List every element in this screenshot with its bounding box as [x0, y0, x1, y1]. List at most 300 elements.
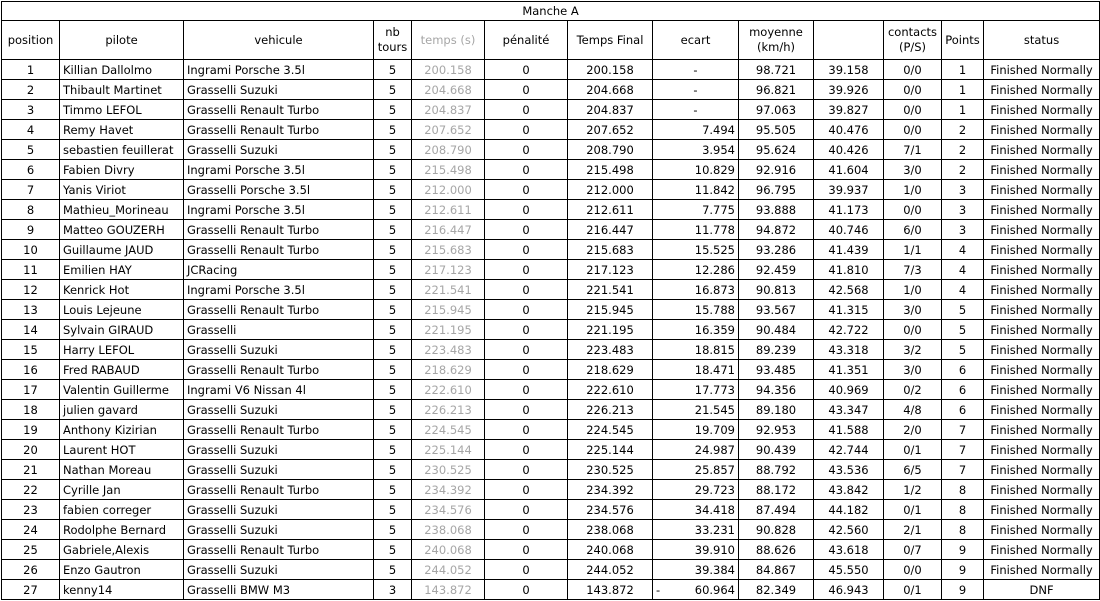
- cell-vehicule: Grasselli Porsche 3.5l: [184, 180, 374, 200]
- cell-position: 6: [2, 160, 60, 180]
- cell-contacts: 3/0: [884, 300, 942, 320]
- cell-pilote: Emilien HAY: [60, 260, 184, 280]
- cell-status: Finished Normally: [984, 500, 1100, 520]
- cell-penalite: 0: [485, 580, 568, 600]
- cell-status: Finished Normally: [984, 520, 1100, 540]
- cell-points: 3: [942, 220, 984, 240]
- cell-nb-tours: 5: [374, 400, 412, 420]
- ecart-value: 16.359: [694, 322, 735, 337]
- cell-nb-tours: 5: [374, 180, 412, 200]
- cell-nb-tours: 5: [374, 320, 412, 340]
- cell-ecart: [653, 500, 739, 520]
- cell-nb-tours: 5: [374, 540, 412, 560]
- cell-contacts: 0/1: [884, 500, 942, 520]
- table-row: [2, 280, 1100, 300]
- cell-points: 1: [942, 60, 984, 80]
- cell-penalite: 0: [485, 520, 568, 540]
- cell-contacts: 1/0: [884, 280, 942, 300]
- cell-lap: 42.568: [814, 280, 884, 300]
- ecart-value: 10.829: [694, 162, 735, 177]
- ecart-value: 39.910: [694, 542, 735, 557]
- cell-contacts: 7/1: [884, 140, 942, 160]
- ecart-value: 21.545: [694, 402, 735, 417]
- cell-temps-final: 216.447: [568, 220, 653, 240]
- cell-penalite: 0: [485, 320, 568, 340]
- cell-moyenne: 92.953: [739, 420, 814, 440]
- cell-ecart: [653, 160, 739, 180]
- table-row: [2, 380, 1100, 400]
- cell-points: 7: [942, 460, 984, 480]
- cell-penalite: 0: [485, 500, 568, 520]
- cell-contacts: 1/0: [884, 180, 942, 200]
- cell-vehicule: Grasselli Renault Turbo: [184, 420, 374, 440]
- cell-ecart: [653, 380, 739, 400]
- cell-points: 3: [942, 200, 984, 220]
- cell-lap: 39.926: [814, 80, 884, 100]
- cell-penalite: 0: [485, 460, 568, 480]
- cell-points: 8: [942, 480, 984, 500]
- cell-status: Finished Normally: [984, 140, 1100, 160]
- cell-pilote: Cyrille Jan: [60, 480, 184, 500]
- cell-pilote: Gabriele,Alexis: [60, 540, 184, 560]
- ecart-value: -: [693, 102, 698, 117]
- cell-status: Finished Normally: [984, 280, 1100, 300]
- cell-penalite: 0: [485, 220, 568, 240]
- cell-vehicule: Grasselli Suzuki: [184, 440, 374, 460]
- cell-temps: 216.447: [412, 220, 485, 240]
- cell-lap: 45.550: [814, 560, 884, 580]
- cell-moyenne: 84.867: [739, 560, 814, 580]
- header-points: Points: [942, 21, 984, 60]
- cell-status: Finished Normally: [984, 300, 1100, 320]
- cell-status: Finished Normally: [984, 420, 1100, 440]
- cell-vehicule: Grasselli Suzuki: [184, 520, 374, 540]
- cell-ecart: [653, 140, 739, 160]
- cell-nb-tours: 5: [374, 260, 412, 280]
- header-row: [2, 21, 1100, 60]
- table-row: [2, 320, 1100, 340]
- cell-temps: 212.000: [412, 180, 485, 200]
- cell-nb-tours: 5: [374, 60, 412, 80]
- cell-penalite: 0: [485, 300, 568, 320]
- cell-temps: 200.158: [412, 60, 485, 80]
- cell-penalite: 0: [485, 120, 568, 140]
- cell-ecart: [653, 580, 739, 600]
- cell-moyenne: 87.494: [739, 500, 814, 520]
- cell-moyenne: 98.721: [739, 60, 814, 80]
- cell-penalite: 0: [485, 140, 568, 160]
- cell-position: 21: [2, 460, 60, 480]
- cell-penalite: 0: [485, 200, 568, 220]
- cell-contacts: 2/0: [884, 420, 942, 440]
- cell-pilote: Harry LEFOL: [60, 340, 184, 360]
- cell-temps-final: 200.158: [568, 60, 653, 80]
- cell-points: 2: [942, 160, 984, 180]
- cell-temps: 225.144: [412, 440, 485, 460]
- cell-lap: 39.937: [814, 180, 884, 200]
- cell-lap: 41.588: [814, 420, 884, 440]
- cell-penalite: 0: [485, 60, 568, 80]
- header-temps-final: Temps Final: [568, 21, 653, 60]
- cell-temps-final: 223.483: [568, 340, 653, 360]
- cell-temps: 218.629: [412, 360, 485, 380]
- cell-vehicule: Ingrami Porsche 3.5l: [184, 160, 374, 180]
- table-row: [2, 140, 1100, 160]
- cell-moyenne: 96.795: [739, 180, 814, 200]
- cell-position: 10: [2, 240, 60, 260]
- table-row: [2, 400, 1100, 420]
- cell-vehicule: Grasselli Renault Turbo: [184, 220, 374, 240]
- cell-lap: 41.173: [814, 200, 884, 220]
- cell-vehicule: Grasselli Suzuki: [184, 140, 374, 160]
- cell-vehicule: Ingrami V6 Nissan 4l: [184, 380, 374, 400]
- cell-points: 5: [942, 320, 984, 340]
- cell-penalite: 0: [485, 560, 568, 580]
- cell-moyenne: 97.063: [739, 100, 814, 120]
- cell-position: 1: [2, 60, 60, 80]
- cell-lap: 43.347: [814, 400, 884, 420]
- cell-pilote: julien gavard: [60, 400, 184, 420]
- cell-temps: 208.790: [412, 140, 485, 160]
- cell-pilote: Mathieu_Morineau: [60, 200, 184, 220]
- cell-ecart: [653, 520, 739, 540]
- cell-temps-final: 240.068: [568, 540, 653, 560]
- table-row: [2, 480, 1100, 500]
- cell-lap: 43.318: [814, 340, 884, 360]
- cell-moyenne: 95.505: [739, 120, 814, 140]
- cell-penalite: 0: [485, 240, 568, 260]
- cell-position: 13: [2, 300, 60, 320]
- header-contacts: contacts (P/S): [884, 21, 942, 60]
- cell-ecart: [653, 540, 739, 560]
- cell-nb-tours: 5: [374, 480, 412, 500]
- ecart-value: -: [693, 82, 698, 97]
- cell-moyenne: 96.821: [739, 80, 814, 100]
- cell-vehicule: Grasselli Renault Turbo: [184, 100, 374, 120]
- cell-moyenne: 92.916: [739, 160, 814, 180]
- cell-ecart: [653, 240, 739, 260]
- cell-vehicule: Ingrami Porsche 3.5l: [184, 280, 374, 300]
- cell-nb-tours: 5: [374, 240, 412, 260]
- cell-nb-tours: 5: [374, 100, 412, 120]
- cell-nb-tours: 5: [374, 200, 412, 220]
- table-title: Manche A: [2, 2, 1100, 21]
- cell-points: 3: [942, 180, 984, 200]
- cell-points: 5: [942, 340, 984, 360]
- cell-contacts: 6/5: [884, 460, 942, 480]
- cell-points: 7: [942, 440, 984, 460]
- cell-ecart: [653, 560, 739, 580]
- cell-penalite: 0: [485, 80, 568, 100]
- cell-ecart: [653, 60, 739, 80]
- cell-temps: 217.123: [412, 260, 485, 280]
- header-ecart: ecart: [653, 21, 739, 60]
- cell-status: Finished Normally: [984, 320, 1100, 340]
- cell-moyenne: 93.567: [739, 300, 814, 320]
- ecart-value: 19.709: [694, 422, 735, 437]
- cell-vehicule: Ingrami Porsche 3.5l: [184, 200, 374, 220]
- cell-nb-tours: 5: [374, 560, 412, 580]
- cell-pilote: Sylvain GIRAUD: [60, 320, 184, 340]
- cell-nb-tours: 5: [374, 340, 412, 360]
- cell-nb-tours: 5: [374, 360, 412, 380]
- cell-status: DNF: [984, 580, 1100, 600]
- cell-temps-final: 244.052: [568, 560, 653, 580]
- cell-ecart: [653, 260, 739, 280]
- cell-position: 4: [2, 120, 60, 140]
- table-row: [2, 460, 1100, 480]
- cell-position: 25: [2, 540, 60, 560]
- cell-temps: 224.545: [412, 420, 485, 440]
- ecart-value: 11.778: [694, 222, 735, 237]
- cell-temps: 215.498: [412, 160, 485, 180]
- cell-temps-final: 212.000: [568, 180, 653, 200]
- cell-ecart: [653, 300, 739, 320]
- ecart-value: 15.525: [694, 242, 735, 257]
- cell-temps-final: 230.525: [568, 460, 653, 480]
- cell-penalite: 0: [485, 380, 568, 400]
- cell-vehicule: Grasselli Renault Turbo: [184, 300, 374, 320]
- cell-contacts: 1/2: [884, 480, 942, 500]
- cell-contacts: 7/3: [884, 260, 942, 280]
- cell-temps-final: 204.837: [568, 100, 653, 120]
- header-blank: [814, 21, 884, 60]
- cell-lap: 43.536: [814, 460, 884, 480]
- cell-nb-tours: 5: [374, 440, 412, 460]
- ecart-value: 34.418: [694, 502, 735, 517]
- cell-position: 23: [2, 500, 60, 520]
- ecart-value: 39.384: [694, 562, 735, 577]
- cell-contacts: 0/0: [884, 80, 942, 100]
- cell-temps: 221.195: [412, 320, 485, 340]
- cell-lap: 42.744: [814, 440, 884, 460]
- ecart-value: 11.842: [694, 182, 735, 197]
- table-row: [2, 560, 1100, 580]
- cell-position: 27: [2, 580, 60, 600]
- cell-penalite: 0: [485, 100, 568, 120]
- cell-points: 8: [942, 500, 984, 520]
- cell-lap: 41.439: [814, 240, 884, 260]
- cell-lap: 44.182: [814, 500, 884, 520]
- cell-penalite: 0: [485, 540, 568, 560]
- cell-temps-final: 238.068: [568, 520, 653, 540]
- cell-moyenne: 90.484: [739, 320, 814, 340]
- cell-points: 1: [942, 80, 984, 100]
- table-row: [2, 540, 1100, 560]
- cell-moyenne: 92.459: [739, 260, 814, 280]
- cell-temps-final: 204.668: [568, 80, 653, 100]
- ecart-value: -: [693, 62, 698, 77]
- cell-temps-final: 224.545: [568, 420, 653, 440]
- cell-ecart: [653, 120, 739, 140]
- cell-status: Finished Normally: [984, 120, 1100, 140]
- cell-penalite: 0: [485, 340, 568, 360]
- cell-ecart: [653, 80, 739, 100]
- cell-points: 9: [942, 580, 984, 600]
- cell-pilote: fabien correger: [60, 500, 184, 520]
- cell-pilote: Guillaume JAUD: [60, 240, 184, 260]
- cell-contacts: 3/2: [884, 340, 942, 360]
- cell-penalite: 0: [485, 400, 568, 420]
- cell-moyenne: 93.485: [739, 360, 814, 380]
- cell-contacts: 4/8: [884, 400, 942, 420]
- cell-penalite: 0: [485, 440, 568, 460]
- cell-temps-final: 143.872: [568, 580, 653, 600]
- cell-lap: 40.426: [814, 140, 884, 160]
- header-temps: temps (s): [412, 21, 485, 60]
- cell-pilote: Matteo GOUZERH: [60, 220, 184, 240]
- ecart-value: 18.815: [694, 342, 735, 357]
- header-position: position: [2, 21, 60, 60]
- header-status: status: [984, 21, 1100, 60]
- cell-pilote: Nathan Moreau: [60, 460, 184, 480]
- cell-moyenne: 93.286: [739, 240, 814, 260]
- cell-status: Finished Normally: [984, 400, 1100, 420]
- cell-lap: 46.943: [814, 580, 884, 600]
- cell-position: 15: [2, 340, 60, 360]
- cell-temps: 238.068: [412, 520, 485, 540]
- cell-lap: 41.351: [814, 360, 884, 380]
- ecart-value: 7.494: [702, 122, 735, 137]
- cell-ecart: [653, 420, 739, 440]
- cell-temps-final: 221.195: [568, 320, 653, 340]
- cell-nb-tours: 5: [374, 220, 412, 240]
- cell-status: Finished Normally: [984, 240, 1100, 260]
- cell-contacts: 0/0: [884, 560, 942, 580]
- cell-contacts: 0/1: [884, 440, 942, 460]
- cell-contacts: 2/1: [884, 520, 942, 540]
- cell-contacts: 0/0: [884, 120, 942, 140]
- cell-pilote: Yanis Viriot: [60, 180, 184, 200]
- table-row: [2, 180, 1100, 200]
- cell-temps: 215.683: [412, 240, 485, 260]
- cell-temps-final: 222.610: [568, 380, 653, 400]
- cell-temps-final: 234.576: [568, 500, 653, 520]
- cell-lap: 42.722: [814, 320, 884, 340]
- header-penalite: pénalité: [485, 21, 568, 60]
- cell-vehicule: Ingrami Porsche 3.5l: [184, 60, 374, 80]
- cell-lap: 40.476: [814, 120, 884, 140]
- cell-vehicule: JCRacing: [184, 260, 374, 280]
- cell-temps: 143.872: [412, 580, 485, 600]
- cell-points: 4: [942, 260, 984, 280]
- cell-temps: 215.945: [412, 300, 485, 320]
- cell-nb-tours: 5: [374, 140, 412, 160]
- table-row: [2, 500, 1100, 520]
- cell-nb-tours: 5: [374, 520, 412, 540]
- cell-pilote: Killian Dallolmo: [60, 60, 184, 80]
- cell-position: 14: [2, 320, 60, 340]
- table-row: [2, 440, 1100, 460]
- cell-status: Finished Normally: [984, 100, 1100, 120]
- cell-temps-final: 234.392: [568, 480, 653, 500]
- ecart-value: 7.775: [702, 202, 735, 217]
- cell-nb-tours: 5: [374, 120, 412, 140]
- cell-penalite: 0: [485, 180, 568, 200]
- cell-penalite: 0: [485, 280, 568, 300]
- cell-vehicule: Grasselli BMW M3: [184, 580, 374, 600]
- cell-position: 17: [2, 380, 60, 400]
- table-row: [2, 360, 1100, 380]
- cell-ecart: [653, 460, 739, 480]
- table-row: [2, 520, 1100, 540]
- cell-vehicule: Grasselli Renault Turbo: [184, 540, 374, 560]
- cell-ecart: [653, 360, 739, 380]
- cell-moyenne: 90.828: [739, 520, 814, 540]
- cell-lap: 41.810: [814, 260, 884, 280]
- cell-status: Finished Normally: [984, 260, 1100, 280]
- cell-pilote: Fred RABAUD: [60, 360, 184, 380]
- cell-temps: 244.052: [412, 560, 485, 580]
- cell-ecart: [653, 340, 739, 360]
- cell-contacts: 0/0: [884, 60, 942, 80]
- cell-penalite: 0: [485, 160, 568, 180]
- cell-lap: 39.827: [814, 100, 884, 120]
- table-row: [2, 300, 1100, 320]
- ecart-value: 16.873: [694, 282, 735, 297]
- ecart-value: 17.773: [694, 382, 735, 397]
- cell-points: 4: [942, 240, 984, 260]
- cell-lap: 43.618: [814, 540, 884, 560]
- cell-ecart: [653, 280, 739, 300]
- cell-position: 7: [2, 180, 60, 200]
- cell-temps: 221.541: [412, 280, 485, 300]
- ecart-value: 12.286: [694, 262, 735, 277]
- cell-temps-final: 218.629: [568, 360, 653, 380]
- cell-position: 26: [2, 560, 60, 580]
- cell-contacts: 6/0: [884, 220, 942, 240]
- ecart-value: 18.471: [694, 362, 735, 377]
- cell-position: 2: [2, 80, 60, 100]
- ecart-value: 24.987: [694, 442, 735, 457]
- cell-vehicule: Grasselli Suzuki: [184, 460, 374, 480]
- cell-vehicule: Grasselli Suzuki: [184, 80, 374, 100]
- cell-pilote: Laurent HOT: [60, 440, 184, 460]
- cell-status: Finished Normally: [984, 460, 1100, 480]
- cell-position: 19: [2, 420, 60, 440]
- cell-lap: 40.746: [814, 220, 884, 240]
- cell-moyenne: 88.626: [739, 540, 814, 560]
- cell-position: 20: [2, 440, 60, 460]
- table-row: [2, 80, 1100, 100]
- cell-status: Finished Normally: [984, 380, 1100, 400]
- table-row: [2, 260, 1100, 280]
- table-row: [2, 60, 1100, 80]
- ecart-value: 15.788: [694, 302, 735, 317]
- cell-lap: 39.158: [814, 60, 884, 80]
- cell-pilote: Enzo Gautron: [60, 560, 184, 580]
- cell-pilote: sebastien feuillerat: [60, 140, 184, 160]
- cell-nb-tours: 5: [374, 500, 412, 520]
- cell-position: 22: [2, 480, 60, 500]
- cell-temps-final: 225.144: [568, 440, 653, 460]
- cell-nb-tours: 5: [374, 300, 412, 320]
- cell-contacts: 0/1: [884, 580, 942, 600]
- cell-points: 1: [942, 100, 984, 120]
- cell-contacts: 0/2: [884, 380, 942, 400]
- ecart-value: 25.857: [694, 462, 735, 477]
- cell-lap: 41.604: [814, 160, 884, 180]
- cell-temps-final: 226.213: [568, 400, 653, 420]
- cell-nb-tours: 5: [374, 420, 412, 440]
- ecart-value: 29.723: [694, 482, 735, 497]
- results-table: [1, 1, 1100, 600]
- cell-contacts: 3/0: [884, 160, 942, 180]
- cell-pilote: Remy Havet: [60, 120, 184, 140]
- cell-nb-tours: 5: [374, 380, 412, 400]
- cell-points: 9: [942, 560, 984, 580]
- cell-ecart: [653, 480, 739, 500]
